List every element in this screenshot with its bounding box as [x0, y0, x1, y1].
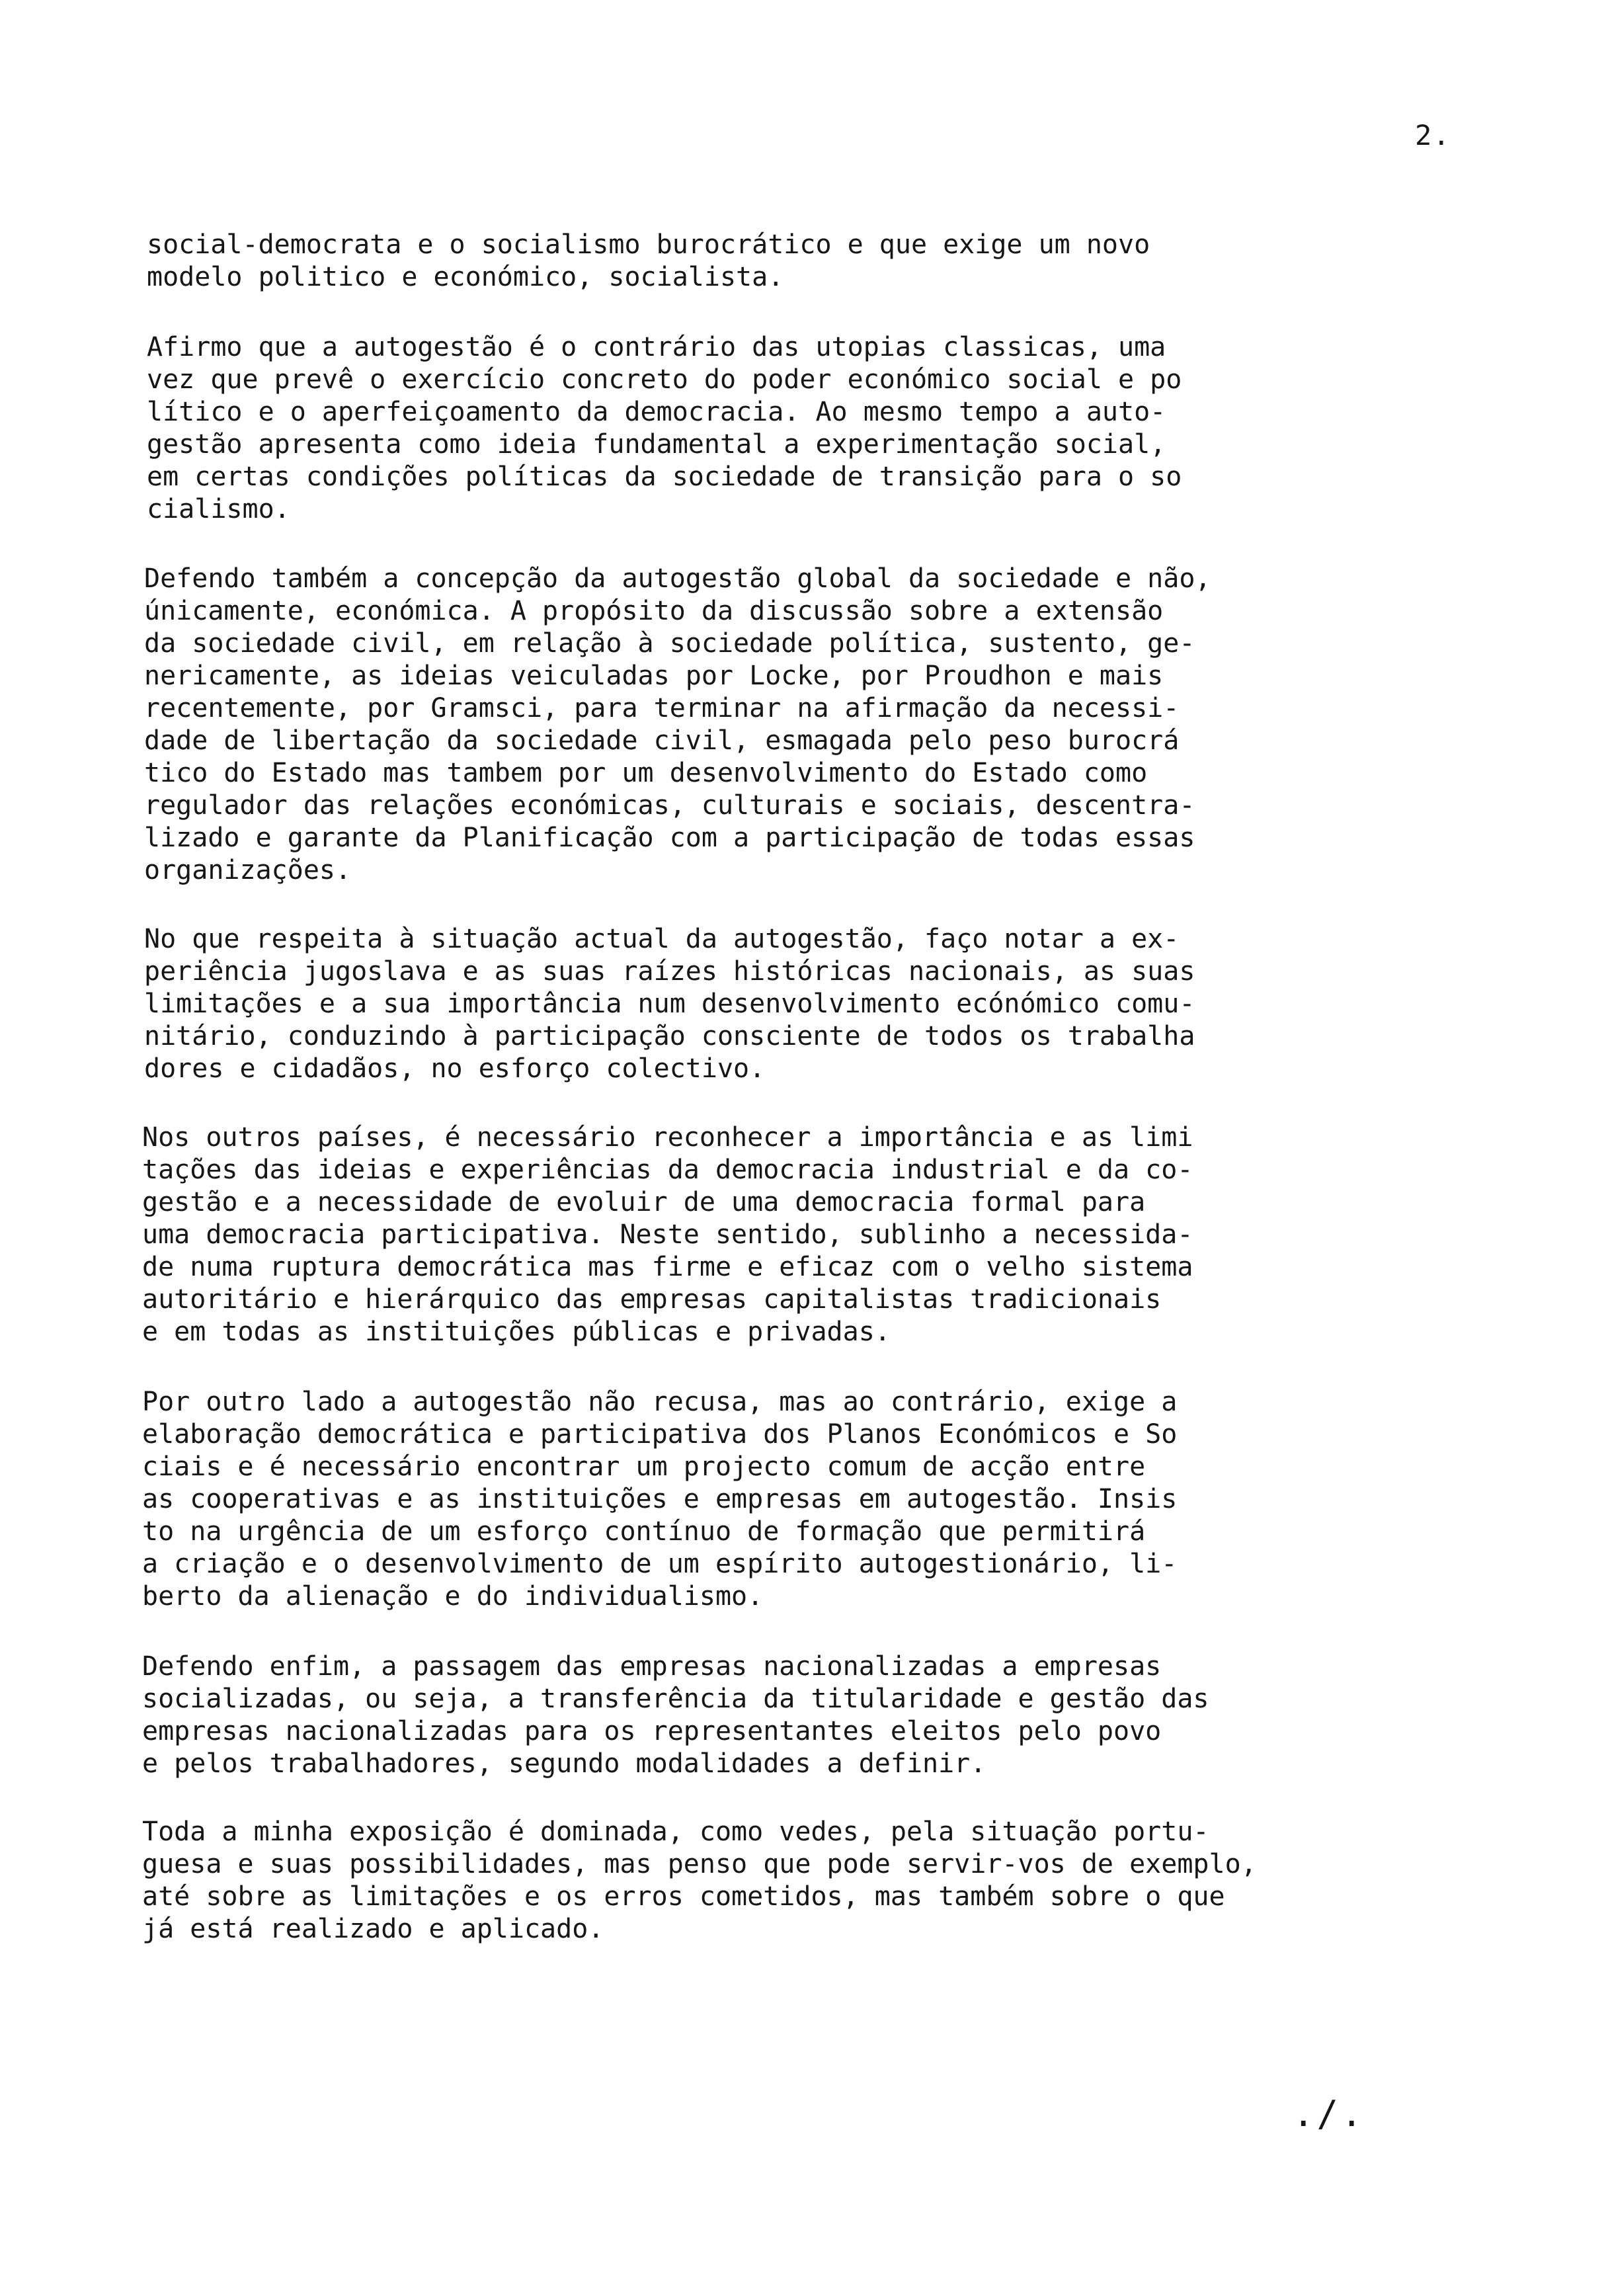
text-line: e em todas as instituições públicas e privadas. [142, 1317, 891, 1347]
text-line: Defendo também a concepção da autogestão global da sociedade e não, [144, 563, 1211, 594]
text-line: até sobre as limitações e os erros cometidos, mas também sobre o que [142, 1881, 1225, 1912]
text-line: em certas condições políticas da sociedade de transição para o so [147, 462, 1182, 492]
page-number: 2. [1415, 119, 1451, 151]
text-line: autoritário e hierárquico das empresas capitalistas tradicionais [142, 1284, 1162, 1315]
text-line: empresas nacionalizadas para os representantes eleitos pelo povo [142, 1716, 1162, 1746]
text-line: modelo politico e económico, socialista. [147, 262, 784, 292]
text-line: e pelos trabalhadores, segundo modalidades a definir. [142, 1748, 986, 1779]
text-line: social-democrata e o socialismo burocrático e que exige um novo [147, 229, 1150, 260]
text-line: regulador das relações económicas, culturais e sociais, descentra- [144, 790, 1195, 821]
text-line: to na urgência de um esforço contínuo de formação que permitirá [142, 1516, 1146, 1547]
text-line: únicamente, económica. A propósito da discussão sobre a extensão [144, 596, 1164, 626]
text-line: berto da alienação e do individualismo. [142, 1581, 764, 1612]
text-line: tico do Estado mas tambem por um desenvolvimento do Estado como [144, 758, 1148, 788]
text-line: Nos outros países, é necessário reconhecer a importância e as limi [142, 1122, 1193, 1153]
text-line: já está realizado e aplicado. [142, 1914, 604, 1944]
text-line: as cooperativas e as instituições e empresas em autogestão. Insis [142, 1484, 1178, 1514]
text-line: tações das ideias e experiências da democracia industrial e da co- [142, 1155, 1193, 1185]
text-line: vez que prevê o exercício concreto do poder económico social e po [147, 364, 1182, 395]
text-line: uma democracia participativa. Neste sentido, sublinho a necessida- [142, 1219, 1193, 1250]
text-line: cialismo. [147, 494, 290, 524]
text-line: dores e cidadãos, no esforço colectivo. [144, 1053, 766, 1084]
text-line: limitações e a sua importância num desenvolvimento ecónómico comu- [144, 989, 1195, 1019]
text-line: organizações. [144, 855, 352, 885]
text-line: a criação e o desenvolvimento de um espírito autogestionário, li- [142, 1549, 1178, 1579]
text-line: lítico e o aperfeiçoamento da democracia. Ao mesmo tempo a auto- [147, 397, 1166, 427]
text-line: nitário, conduzindo à participação consciente de todos os trabalha [144, 1021, 1195, 1051]
text-line: dade de libertação da sociedade civil, esmagada pelo peso burocrá [144, 725, 1180, 756]
text-line: Toda a minha exposição é dominada, como vedes, pela situação portu- [142, 1817, 1209, 1847]
text-line: guesa e suas possibilidades, mas penso que pode servir-vos de exemplo, [142, 1849, 1257, 1879]
text-line: Por outro lado a autogestão não recusa, mas ao contrário, exige a [142, 1387, 1178, 1417]
continuation-mark: ./. [1293, 2093, 1365, 2135]
text-line: Afirmo que a autogestão é o contrário das utopias classicas, uma [147, 332, 1166, 362]
text-line: de numa ruptura democrática mas firme e eficaz com o velho sistema [142, 1252, 1193, 1282]
text-line: socializadas, ou seja, a transferência da titularidade e gestão das [142, 1684, 1209, 1714]
text-line: ciais e é necessário encontrar um projecto comum de acção entre [142, 1452, 1146, 1482]
text-line: elaboração democrática e participativa dos Planos Económicos e So [142, 1419, 1178, 1450]
text-line: recentemente, por Gramsci, para terminar na afirmação da necessi- [144, 693, 1180, 723]
text-line: Defendo enfim, a passagem das empresas nacionalizadas a empresas [142, 1651, 1162, 1682]
text-line: periência jugoslava e as suas raízes históricas nacionais, as suas [144, 956, 1195, 987]
text-line: No que respeita à situação actual da autogestão, faço notar a ex- [144, 924, 1180, 954]
text-line: lizado e garante da Planificação com a participação de todas essas [144, 823, 1195, 853]
text-line: gestão apresenta como ideia fundamental a experimentação social, [147, 429, 1166, 460]
text-line: gestão e a necessidade de evoluir de uma democracia formal para [142, 1187, 1146, 1217]
text-line: da sociedade civil, em relação à sociedade política, sustento, ge- [144, 628, 1195, 659]
text-line: nericamente, as ideias veiculadas por Locke, por Proudhon e mais [144, 661, 1164, 691]
